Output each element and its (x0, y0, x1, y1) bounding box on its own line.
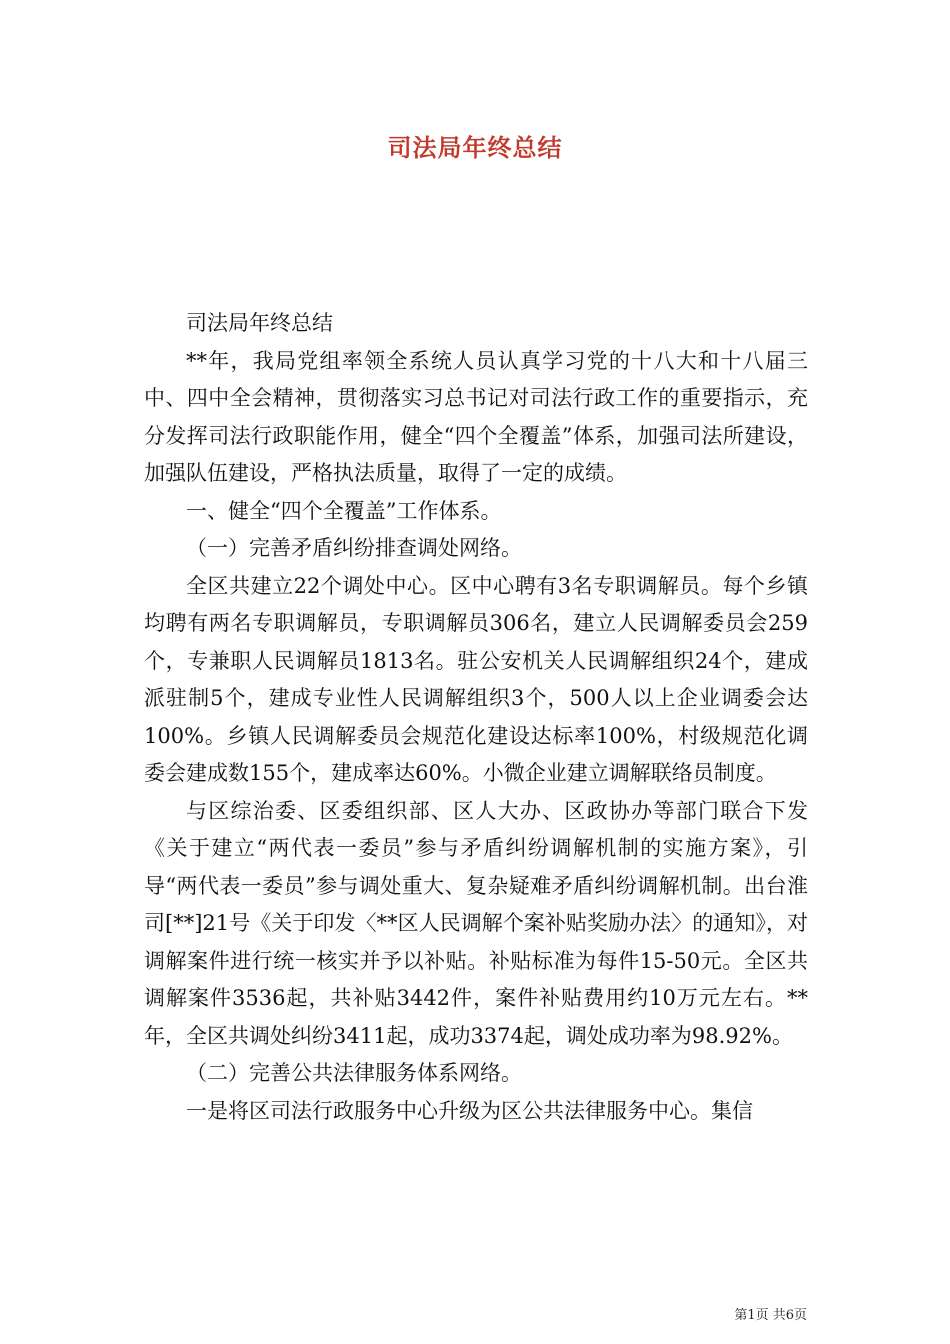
subsection-heading-2: （二）完善公共法律服务体系网络。 (186, 1061, 522, 1085)
paragraph-mediation-mechanism: 与区综治委、区委组织部、区人大办、区政协办等部门联合下发《关于建立“两代表一委员”参与矛盾纠纷调解机制的实施方案》，引导“两代表一委员”参与调处重大、复杂疑难矛盾纠纷调解机制。出台淮司[**]21号《关于印发〈**区人民调解个案补贴奖励办法〉的通知》，对调解案件进行统一核实并予以补贴。补贴标准为每件15-50元。全区共调解案件3536起，共补贴3442件，案件补贴费用约10万元左右。**年，全区共调处纠纷3411起，成功3374起，调处成功率为98.92%。 (144, 798, 808, 1048)
document-title: 司法局年终总结 (387, 133, 563, 162)
paragraph-legal-service: 一是将区司法行政服务中心升级为区公共法律服务中心。集信 (186, 1098, 753, 1123)
subsection-heading-1: （一）完善矛盾纠纷排查调处网络。 (186, 536, 522, 560)
paragraph-intro: **年，我局党组率领全系统人员认真学习党的十八大和十八届三中、四中全会精神，贯彻落实习总书记对司法行政工作的重要指示，充分发挥司法行政职能作用，健全“四个全覆盖”体系，加强司法所建设，加强队伍建设，严格执法质量，取得了一定的成绩。 (144, 348, 808, 485)
page-number: 第1页 共6页 (734, 1308, 807, 1323)
document-body (144, 305, 808, 1130)
section-heading-1: 一、健全“四个全覆盖”工作体系。 (186, 498, 502, 523)
paragraph-mediation-stats: 全区共建立22个调处中心。区中心聘有3名专职调解员。每个乡镇均聘有两名专职调解员，专职调解员306名，建立人民调解委员会259个，专兼职人民调解员1813名。驻公安机关人民调解组织24个，建成派驻制5个，建成专业性人民调解组织3个，500人以上企业调委会达100%。乡镇人民调解委员会规范化建设达标率100%，村级规范化调委会建成数155个，建成率达60%。小微企业建立调解联络员制度。 (144, 573, 808, 785)
paragraph-heading: 司法局年终总结 (186, 311, 333, 335)
